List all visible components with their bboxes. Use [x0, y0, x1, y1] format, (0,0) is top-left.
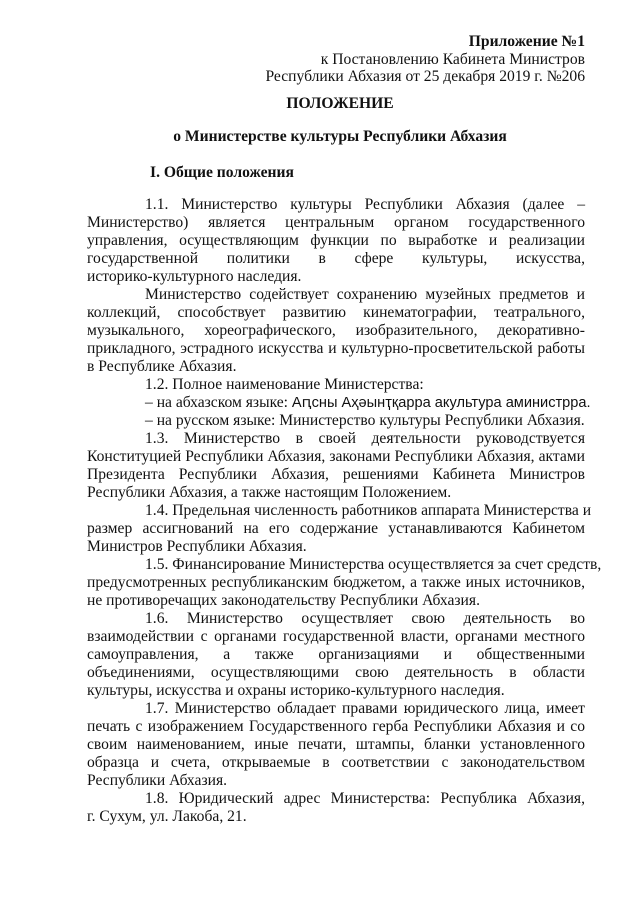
paragraph-line: 1.6. Министерство осуществляет свою деятельность во	[145, 610, 585, 627]
paragraph-line: – на абхазском языке: Аԥсны Аҳәынҭқарра акультура аминистрра.	[145, 394, 591, 411]
paragraph-line: Министерство содействует сохранению музейных предметов и	[145, 286, 585, 303]
appendix-reference-line2: Республики Абхазия от 25 декабря 2019 г. №206	[265, 68, 585, 85]
paragraph-line: Республики Абхазия.	[87, 772, 228, 789]
paragraph	[87, 196, 585, 286]
paragraph	[87, 394, 591, 412]
paragraph-line: 1.7. Министерство обладает правами юридического лица, имеет	[145, 700, 585, 717]
paragraph-line: г. Сухум, ул. Лакоба, 21.	[87, 808, 247, 825]
paragraph-line: в Республике Абхазия.	[87, 358, 237, 375]
section-heading: I. Общие положения	[150, 164, 294, 181]
paragraph	[87, 412, 585, 430]
paragraph-line: Министров Республики Абхазия.	[87, 538, 307, 555]
abkhaz-ministry-name: Аԥсны Аҳәынҭқарра акультура аминистрра.	[291, 395, 591, 411]
paragraph-line: 1.8. Юридический адрес Министерства: Республика Абхазия,	[145, 790, 585, 807]
document-title: ПОЛОЖЕНИЕ	[286, 95, 394, 112]
document-subtitle: о Министерстве культуры Республики Абхазия	[173, 128, 507, 145]
appendix-header	[265, 33, 585, 86]
paragraph-line: предусмотренных республиканским бюджетом, а также иных источников,	[87, 574, 585, 591]
paragraph-line: коллекций, способствует развитию кинематографии, театрального,	[87, 304, 585, 321]
paragraph-line: Министерство) является центральным органом государственного	[87, 214, 585, 231]
paragraph-line: культуры, искусства и охраны историко-культурного наследия.	[87, 682, 505, 699]
paragraph-line: взаимодействии с органами государственной власти, органами местного	[87, 628, 585, 645]
paragraph	[87, 286, 585, 376]
paragraph-line: 1.4. Предельная численность работников аппарата Министерства и	[145, 502, 592, 519]
paragraph-line: 1.2. Полное наименование Министерства:	[145, 376, 424, 393]
appendix-number: Приложение №1	[468, 33, 585, 50]
paragraph	[87, 700, 585, 790]
paragraph-line: своим наименованием, иные печати, штампы, бланки установленного	[87, 736, 585, 753]
paragraph	[87, 502, 592, 556]
paragraph-line: государственной политики в сфере культуры, искусства,	[87, 250, 585, 267]
paragraph-line: образца и счета, открываемые в соответствии с законодательством	[87, 754, 585, 771]
paragraph-line: Конституцией Республики Абхазия, законами Республики Абхазия, актами	[87, 448, 585, 465]
paragraph-line: прикладного, эстрадного искусства и культурно-просветительской работы	[87, 340, 585, 357]
paragraph	[87, 790, 585, 826]
appendix-reference-line1: к Постановлению Кабинета Министров	[320, 50, 585, 68]
paragraph-line: 1.5. Финансирование Министерства осуществляется за счет средств,	[145, 556, 602, 573]
paragraph-line: музыкального, хореографического, изобразительного, декоративно-	[87, 322, 585, 339]
paragraph-line: самоуправления, а также организациями и общественными	[87, 646, 585, 663]
paragraph	[87, 556, 602, 610]
paragraph-line: – на русском языке: Министерство культуры Республики Абхазия.	[145, 412, 585, 429]
paragraph-line: Республики Абхазия, а также настоящим Положением.	[87, 484, 452, 501]
document-body	[87, 196, 602, 826]
paragraph-line: размер ассигнований на его содержание устанавливаются Кабинетом	[87, 520, 585, 537]
paragraph	[87, 610, 585, 700]
paragraph	[87, 376, 585, 394]
paragraph-line: 1.3. Министерство в своей деятельности руководствуется	[145, 430, 585, 447]
paragraph-line: объединениями, осуществляющими свою деятельность в области	[87, 664, 585, 681]
paragraph-line: Президента Республики Абхазия, решениями Кабинета Министров	[87, 466, 585, 483]
paragraph	[87, 430, 585, 502]
paragraph-line: не противоречащих законодательству Республики Абхазия.	[87, 592, 480, 609]
paragraph-line: 1.1. Министерство культуры Республики Абхазия (далее –	[145, 196, 585, 213]
paragraph-line: управления, осуществляющим функции по выработке и реализации	[87, 232, 585, 249]
paragraph-line: историко-культурного наследия.	[87, 268, 302, 285]
paragraph-line: печать с изображением Государственного герба Республики Абхазия и со	[87, 718, 585, 735]
